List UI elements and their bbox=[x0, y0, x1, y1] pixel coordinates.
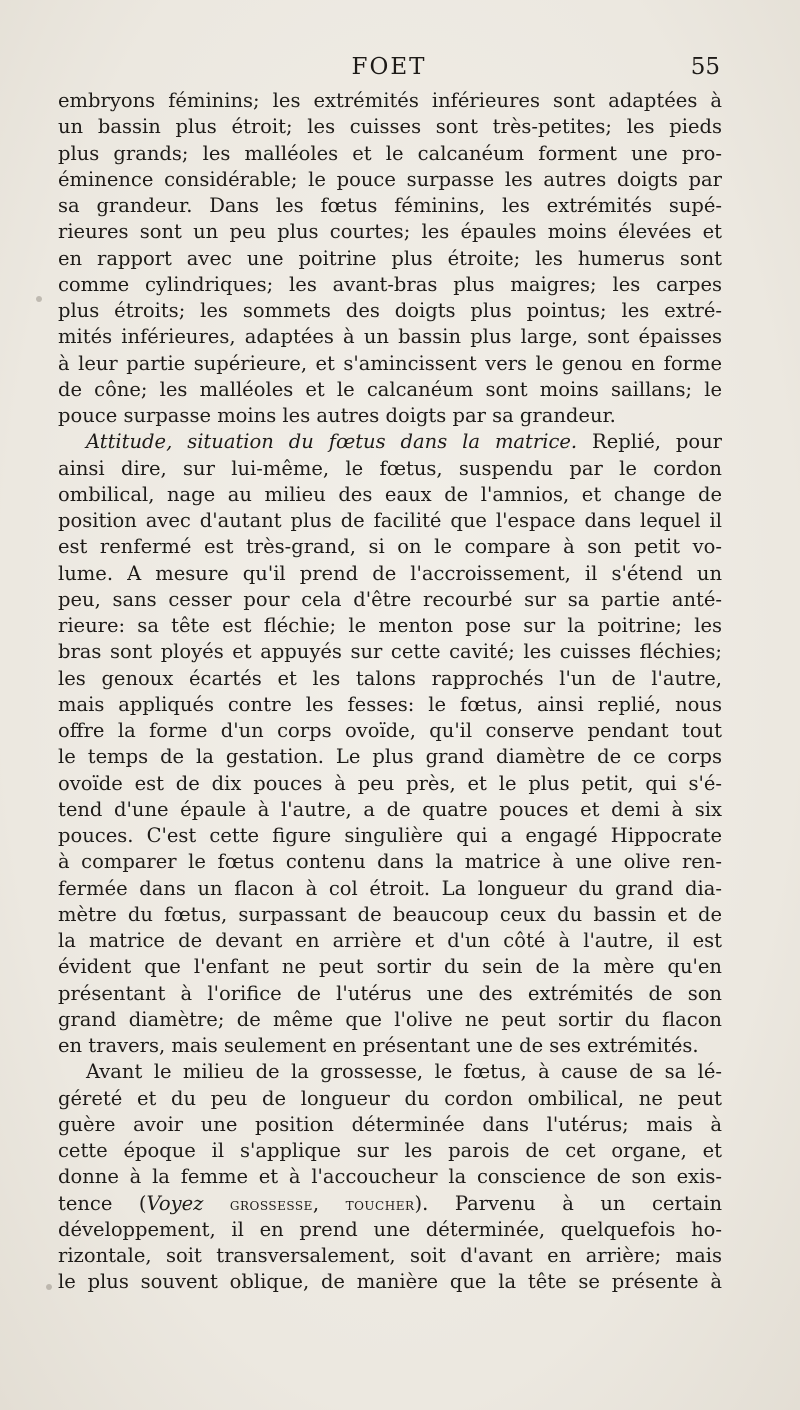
page-header bbox=[58, 50, 720, 84]
text-line: en rapport avec une poitrine plus étroite; les humerus sont bbox=[58, 246, 722, 270]
text-line: embryons féminins; les extrémités inférieures sont adaptées à bbox=[58, 89, 722, 112]
text-line: position avec d'autant plus de facilité que l'espace dans lequel il bbox=[58, 509, 722, 532]
margin-speck bbox=[36, 296, 42, 302]
text-line: cette époque il s'applique sur les parois de cet organe, et bbox=[58, 1139, 722, 1162]
text-line: comme cylindriques; les avant-bras plus maigres; les carpes bbox=[58, 272, 722, 296]
text-line: est renfermé est très-grand, si on le compare à son petit vo- bbox=[58, 535, 722, 559]
text-line: tend d'une épaule à l'autre, a de quatre pouces et demi à six bbox=[58, 797, 722, 821]
body-text bbox=[58, 88, 722, 1296]
text-line: développement, il en prend une déterminée, quelquefois ho- bbox=[58, 1217, 722, 1241]
text-line: pouce surpasse moins les autres doigts par sa grandeur. bbox=[58, 404, 616, 427]
text-span: ). Parvenu à un certain bbox=[414, 1191, 722, 1215]
text-line: plus grands; les malléoles et le calcanéum forment une pro- bbox=[58, 141, 722, 165]
text-line: évident que l'enfant ne peut sortir du sein de la mère qu'en bbox=[58, 955, 722, 979]
text-line: rieure: sa tête est fléchie; le menton pose sur la poitrine; les bbox=[58, 614, 722, 637]
text-line: fermée dans un flacon à col étroit. La longueur du grand dia- bbox=[58, 876, 722, 900]
text-line: ombilical, nage au milieu des eaux de l'amnios, et change de bbox=[58, 482, 722, 506]
text-line: à comparer le fœtus contenu dans la matrice à une olive ren- bbox=[58, 850, 722, 874]
cross-reference-grossesse: grossesse bbox=[229, 1194, 313, 1215]
text-line: un bassin plus étroit; les cuisses sont très-petites; les pieds bbox=[58, 115, 722, 139]
text-line: bras sont ployés et appuyés sur cette cavité; les cuisses fléchies; bbox=[58, 640, 722, 664]
text-line: le plus souvent oblique, de manière que la tête se présente à bbox=[58, 1270, 722, 1294]
text-span: tence ( bbox=[58, 1191, 147, 1215]
text-line: offre la forme d'un corps ovoïde, qu'il conserve pendant tout bbox=[58, 719, 722, 742]
section-heading-line bbox=[58, 429, 722, 455]
text-line: Avant le milieu de la grossesse, le fœtus, à cause de sa lé- bbox=[86, 1060, 722, 1084]
text-line: mètre du fœtus, surpassant de beaucoup ceux du bassin et de bbox=[58, 902, 722, 926]
page-number: 55 bbox=[690, 54, 720, 80]
text-span: , bbox=[312, 1191, 346, 1215]
text-line: guère avoir une position déterminée dans l'utérus; mais à bbox=[58, 1112, 722, 1136]
voyez-italic: Voyez bbox=[146, 1191, 204, 1215]
section-heading: Attitude, situation du fœtus dans la matrice. bbox=[86, 430, 578, 454]
cross-reference-line bbox=[58, 1191, 722, 1217]
text-line: rieures sont un peu plus courtes; les épaules moins élevées et bbox=[58, 220, 722, 244]
text-line: mais appliqués contre les fesses: le fœtus, ainsi replié, nous bbox=[58, 692, 722, 716]
running-head: FOET bbox=[351, 54, 427, 80]
heading-continuation: Replié, pour bbox=[577, 430, 722, 454]
text-line: éminence considérable; le pouce surpasse les autres doigts par bbox=[58, 167, 722, 191]
text-line: de cône; les malléoles et le calcanéum sont moins saillans; le bbox=[58, 377, 722, 401]
text-line: peu, sans cesser pour cela d'être recourbé sur sa partie anté- bbox=[58, 587, 722, 611]
text-line: ainsi dire, sur lui-même, le fœtus, suspendu par le cordon bbox=[58, 456, 722, 480]
text-line: grand diamètre; de même que l'olive ne peut sortir du flacon bbox=[58, 1007, 722, 1031]
text-line: présentant à l'orifice de l'utérus une des extrémités de son bbox=[58, 981, 722, 1005]
cross-reference-toucher: toucher bbox=[345, 1194, 415, 1215]
text-line: mités inférieures, adaptées à un bassin plus large, sont épaisses bbox=[58, 325, 722, 349]
text-line: donne à la femme et à l'accoucheur la conscience de son exis- bbox=[58, 1165, 722, 1189]
text-line: le temps de la gestation. Le plus grand diamètre de ce corps bbox=[58, 745, 722, 769]
text-line: géreté et du peu de longueur du cordon ombilical, ne peut bbox=[58, 1086, 722, 1110]
text-line: rizontale, soit transversalement, soit d'avant en arrière; mais bbox=[58, 1244, 722, 1267]
text-line: en travers, mais seulement en présentant une de ses extrémités. bbox=[58, 1034, 699, 1057]
text-line: lume. A mesure qu'il prend de l'accroissement, il s'étend un bbox=[58, 561, 722, 585]
text-line: sa grandeur. Dans les fœtus féminins, les extrémités supé- bbox=[58, 194, 722, 217]
margin-speck bbox=[46, 1284, 52, 1290]
text-line: la matrice de devant en arrière et d'un côté à l'autre, il est bbox=[58, 929, 722, 952]
text-line: pouces. C'est cette figure singulière qui a engagé Hippocrate bbox=[58, 824, 722, 847]
text-line: plus étroits; les sommets des doigts plus pointus; les extré- bbox=[58, 299, 722, 322]
text-line: les genoux écartés et les talons rapprochés l'un de l'autre, bbox=[58, 666, 722, 690]
text-line: à leur partie supérieure, et s'amincissent vers le genou en forme bbox=[58, 351, 722, 375]
text-line: ovoïde est de dix pouces à peu près, et le plus petit, qui s'é- bbox=[58, 771, 722, 795]
